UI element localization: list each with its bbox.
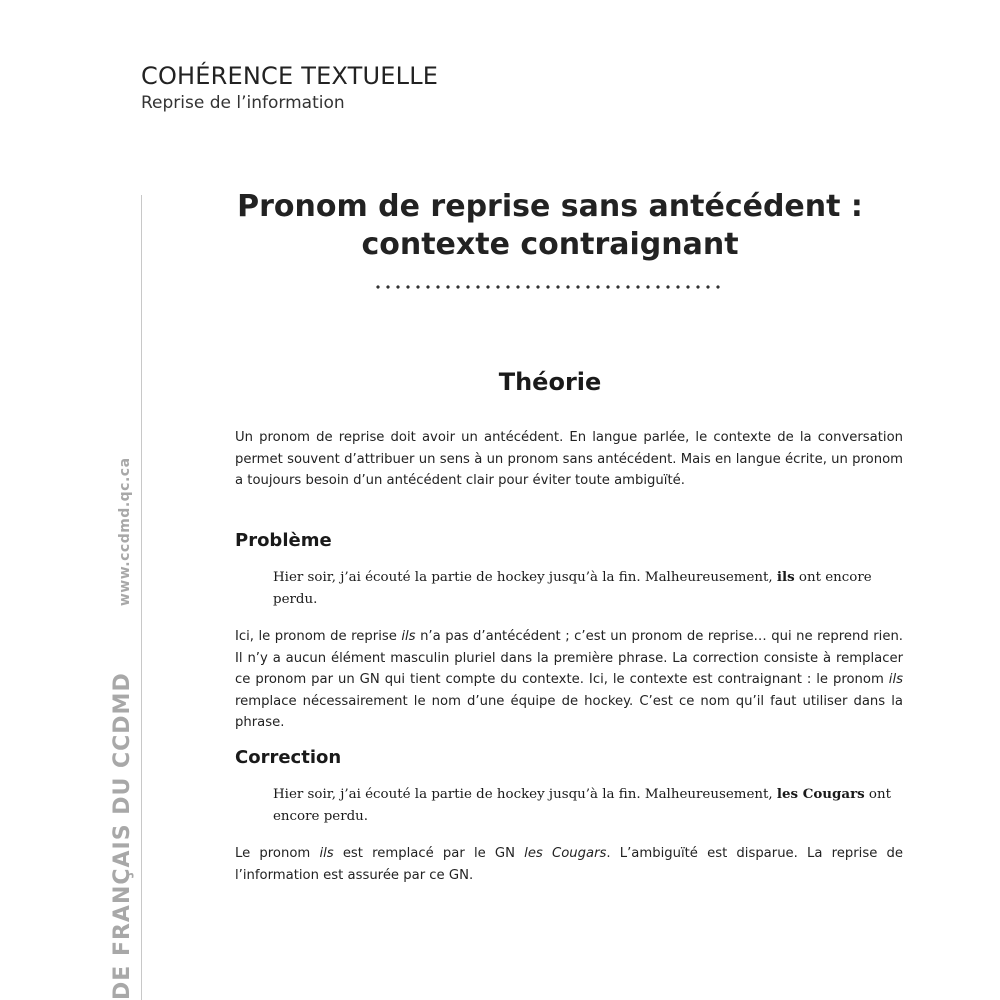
- running-header: [141, 60, 438, 114]
- problem-example-bold: ils: [776, 569, 795, 585]
- correction-example: [273, 784, 903, 827]
- sidebar-vertical-text: [107, 0, 137, 1000]
- sidebar-url: www.ccdmd.qc.ca: [117, 457, 133, 607]
- problem-expl-italic: ils: [401, 629, 416, 644]
- page-title: [200, 188, 900, 264]
- correction-example-text-1: Hier soir, j’ai écouté la partie de hockey jusqu’à la fin. Malheureusement,: [273, 787, 777, 802]
- problem-expl-2: n’a pas d’antécédent ; c’est un pronom de reprise… qui ne reprend rien. Il n’y a aucun élément masculin pluriel dans la première phrase. La correction consiste à remplacer ce pronom par un GN qui tient compte du contexte. Ici, le contexte est contraignant : le pronom: [235, 629, 904, 687]
- problem-explanation: [235, 626, 903, 734]
- theory-heading: Théorie: [498, 368, 602, 396]
- problem-example: [273, 567, 903, 610]
- theory-paragraph: Un pronom de reprise doit avoir un antécédent. En langue parlée, le contexte de la conversation permet souvent d’attribuer un sens à un pronom sans antécédent. Mais en langue écrite, un pronom a toujours besoin d’un antécédent clair pour éviter toute ambiguïté.: [235, 430, 903, 488]
- problem-example-text-2: ont encore perdu.: [273, 570, 872, 607]
- correction-explanation: [235, 843, 903, 886]
- sidebar-brand: DE FRANÇAIS DU CCDMD: [110, 672, 135, 1000]
- page-title-line-1: Pronom de reprise sans antécédent :: [237, 189, 863, 224]
- correction-expl-3: . L’ambiguïté est disparue. La reprise de l’information est assurée par ce GN.: [235, 846, 903, 883]
- correction-example-text-2: ont encore perdu.: [273, 787, 891, 824]
- correction-expl-italic-2: les Cougars: [524, 846, 607, 861]
- problem-expl-italic-2: ils: [888, 672, 903, 687]
- problem-example-text-1: Hier soir, j’ai écouté la partie de hockey jusqu’à la fin. Malheureusement,: [273, 570, 777, 585]
- header-title: COHÉRENCE TEXTUELLE: [141, 62, 439, 90]
- sidebar-label: [110, 457, 135, 1000]
- correction-heading: Correction: [235, 747, 342, 768]
- correction-example-bold: les Cougars: [776, 786, 865, 802]
- header-subtitle: Reprise de l’information: [141, 93, 345, 113]
- problem-heading: Problème: [235, 530, 332, 551]
- correction-expl-italic: ils: [319, 846, 334, 861]
- page-title-line-2: contexte contraignant: [361, 227, 739, 262]
- margin-rule: [141, 195, 142, 1000]
- correction-expl-1: Le pronom: [235, 846, 320, 861]
- correction-expl-2: est remplacé par le GN: [333, 846, 525, 861]
- problem-expl-3: remplace nécessairement le nom d’une équipe de hockey. C’est ce nom qu’il faut utiliser dans la phrase.: [235, 693, 903, 730]
- problem-expl-1: Ici, le pronom de reprise: [235, 629, 402, 644]
- dotted-divider: [373, 283, 725, 291]
